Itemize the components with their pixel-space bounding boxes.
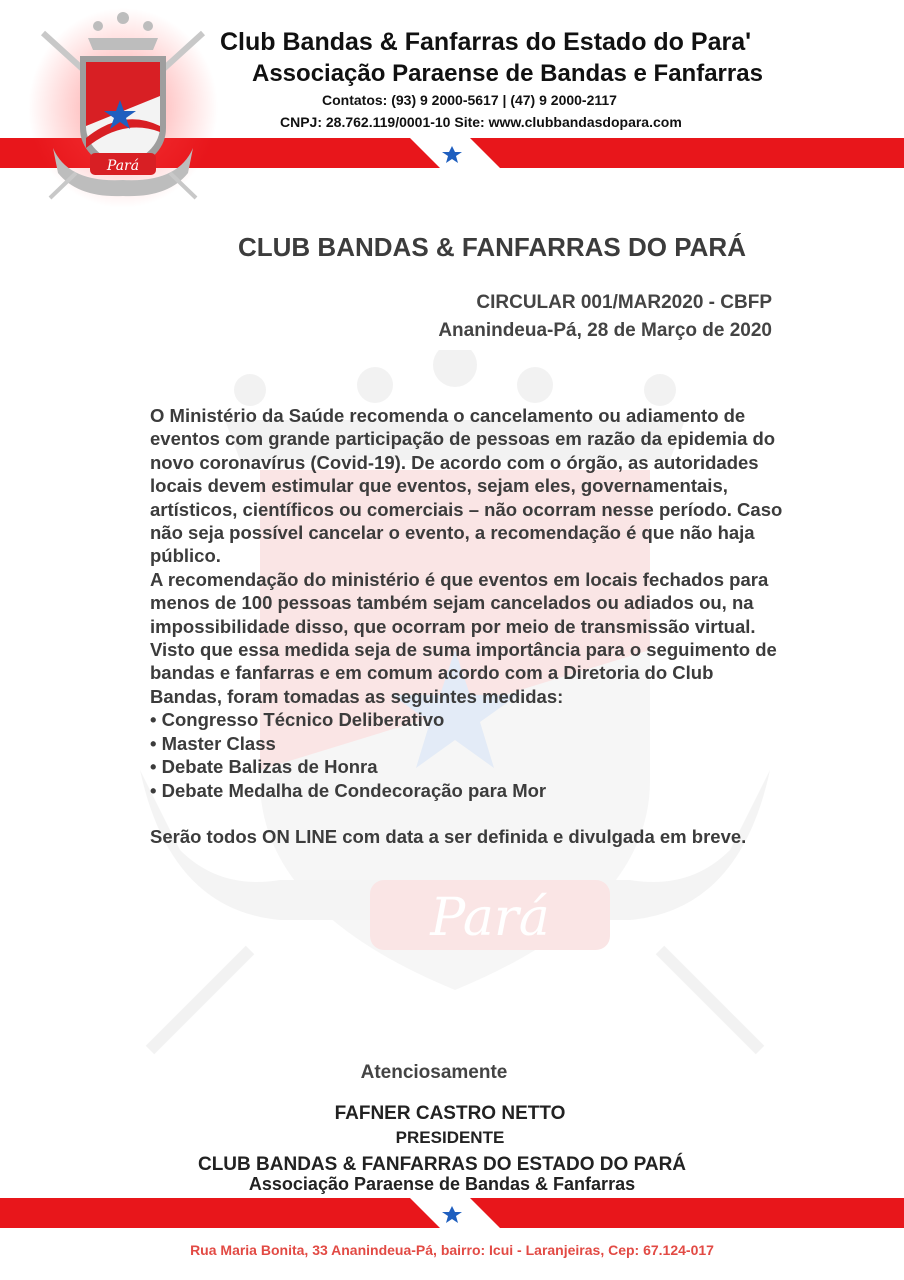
document-title: CLUB BANDAS & FANFARRAS DO PARÁ <box>238 232 746 262</box>
star-icon <box>442 1206 462 1223</box>
signatory-association: Associação Paraense de Bandas & Fanfarras <box>248 1174 636 1194</box>
logo-emblem <box>28 8 218 208</box>
paragraph: O Ministério da Saúde recomenda o cancelamento ou adiamento de eventos com grande participação de pessoas em razão da epidemia do novo coronavírus (Covid-19). De acordo com o órgão, as autoridades locais devem estimular que eventos, sejam eles, governamentais, artísticos, científicos ou comerciais – não ocorram nesse período. Caso não seja possível cancelar o evento, a recomendação é que não haja público. <box>150 405 783 567</box>
footer-red-band <box>0 1198 904 1228</box>
greeting: Atenciosamente <box>360 1062 508 1083</box>
circular-number: CIRCULAR 001/MAR2020 - CBFP <box>476 292 772 313</box>
list-item: • Debate Balizas de Honra <box>150 755 785 778</box>
closing-note: Serão todos ON LINE com data a ser definida e divulgada em breve. <box>150 825 747 847</box>
star-icon <box>442 146 462 163</box>
list-item: • Debate Medalha de Condecoração para Mor <box>150 779 785 802</box>
list-item: • Congresso Técnico Deliberativo <box>150 708 785 731</box>
document-body <box>150 404 785 848</box>
place-date: Ananindeua-Pá, 28 de Março de 2020 <box>438 320 772 341</box>
signatory-role: PRESIDENTE <box>395 1128 505 1147</box>
logo-banner-text: Pará <box>106 158 140 174</box>
footer-address: Rua Maria Bonita, 33 Ananindeua-Pá, bairro: Icui - Laranjeiras, Cep: 67.124-017 <box>190 1242 714 1258</box>
signatory-organization: CLUB BANDAS & FANFARRAS DO ESTADO DO PARÁ <box>197 1154 687 1175</box>
measures-list <box>150 708 785 802</box>
header-contacts: Contatos: (93) 9 2000-5617 | (47) 9 2000-2117 <box>322 92 617 108</box>
list-item: • Master Class <box>150 732 785 755</box>
paragraph: A recomendação do ministério é que eventos em locais fechados para menos de 100 pessoas também sejam cancelados ou adiados ou, na impossibilidade disso, que ocorram por meio de transmissão virtual. <box>150 568 769 637</box>
header-title: Club Bandas & Fanfarras do Estado do Para' <box>220 28 752 56</box>
watermark-banner-text: Pará <box>430 888 550 948</box>
signatory-name: FAFNER CASTRO NETTO <box>334 1103 566 1124</box>
header-subtitle: Associação Paraense de Bandas e Fanfarras <box>252 60 763 87</box>
spacer <box>150 802 785 825</box>
header-cnpj-site: CNPJ: 28.762.119/0001-10 Site: www.clubbandasdopara.com <box>280 114 682 130</box>
paragraph: Visto que essa medida seja de suma importância para o seguimento de bandas e fanfarras e em comum acordo com a Diretoria do Club Bandas, foram tomadas as seguintes medidas: <box>150 639 777 707</box>
